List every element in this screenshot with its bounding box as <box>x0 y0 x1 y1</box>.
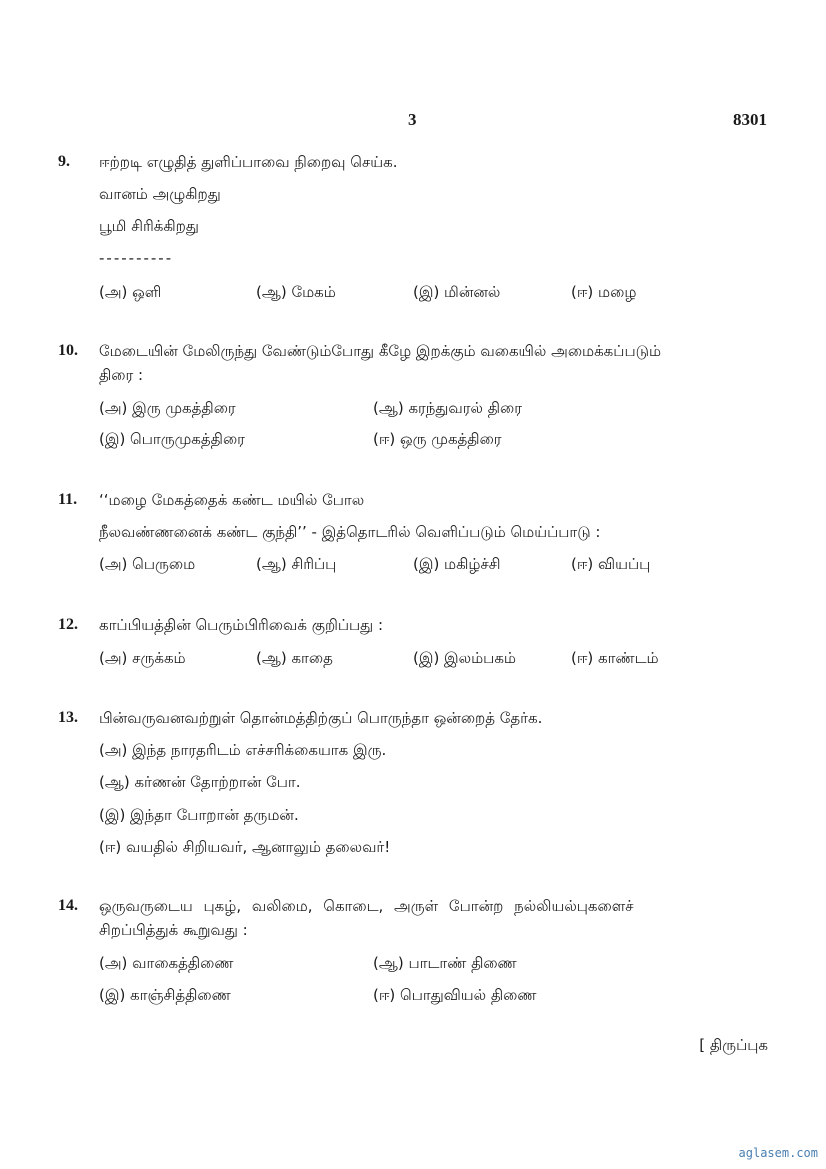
option: (அ) இந்த நாரதரிடம் எச்சரிக்கையாக இரு. <box>99 741 387 759</box>
option: (ஈ) ஒரு முகத்திரை <box>373 430 502 448</box>
question-number: 11. <box>58 491 78 508</box>
option: (ஆ) பாடாண் திணை <box>373 954 517 972</box>
option: (இ) பொருமுகத்திரை <box>99 430 245 448</box>
option: (ஈ) வியப்பு <box>571 555 651 573</box>
question-text: பூமி சிரிக்கிறது <box>99 217 199 235</box>
option: (ஆ) மேகம் <box>256 283 336 301</box>
page-number: 3 <box>408 110 417 129</box>
question-text: ஒருவருடைய புகழ், வலிமை, கொடை, அருள் போன்ற நல்லியல்புகளைச் <box>99 897 634 915</box>
question-text: மேடையின் மேலிருந்து வேண்டும்போது கீழே இறக்கும் வகையில் அமைக்கப்படும் <box>99 342 662 360</box>
option: (அ) சருக்கம் <box>99 649 186 667</box>
question-number: 9. <box>58 153 70 170</box>
question-number: 12. <box>58 616 78 633</box>
question-text: ‘‘மழை மேகத்தைக் கண்ட மயில் போல <box>99 491 365 509</box>
question-text: சிறப்பித்துக் கூறுவது : <box>99 921 248 939</box>
option: (ஆ) சிரிப்பு <box>256 555 337 573</box>
question-text: காப்பியத்தின் பெரும்பிரிவைக் குறிப்பது : <box>99 616 384 634</box>
blank-line: ---------- <box>99 249 174 267</box>
watermark: aglasem.com <box>738 1146 818 1160</box>
option: (அ) இரு முகத்திரை <box>99 399 236 417</box>
option: (இ) இந்தா போறான் தருமன். <box>99 806 299 824</box>
question-text: வானம் அழுகிறது <box>99 185 221 203</box>
option: (அ) பெருமை <box>99 555 196 573</box>
question-text: பின்வருவனவற்றுள் தொன்மத்திற்குப் பொருந்தா ஒன்றைத் தேர்க. <box>99 709 543 727</box>
turn-over-note: [ திருப்புக <box>699 1036 768 1054</box>
question-number: 14. <box>58 897 78 914</box>
question-text: ஈற்றடி எழுதித் துளிப்பாவை நிறைவு செய்க. <box>99 153 398 171</box>
option: (இ) மின்னல் <box>413 283 501 301</box>
question-text: நீலவண்ணனைக் கண்ட குந்தி’’ - இத்தொடரில் வெளிப்படும் மெய்ப்பாடு : <box>99 523 601 541</box>
option: (ஆ) காதை <box>256 649 333 667</box>
paper-code: 8301 <box>733 110 767 129</box>
option: (ஈ) காண்டம் <box>571 649 659 667</box>
option: (ஈ) வயதில் சிறியவர், ஆனாலும் தலைவர்! <box>99 838 391 856</box>
option: (ஆ) கர்ணன் தோற்றான் போ. <box>99 773 301 791</box>
option: (இ) காஞ்சித்திணை <box>99 986 231 1004</box>
question-number: 10. <box>58 342 78 359</box>
option: (இ) மகிழ்ச்சி <box>413 555 501 573</box>
question-number: 13. <box>58 709 78 726</box>
option: (ஆ) கரந்துவரல் திரை <box>373 399 522 417</box>
option: (ஈ) பொதுவியல் திணை <box>373 986 537 1004</box>
option: (இ) இலம்பகம் <box>413 649 517 667</box>
option: (அ) ஒளி <box>99 283 162 301</box>
question-text: திரை : <box>99 366 144 384</box>
option: (ஈ) மழை <box>571 283 637 301</box>
option: (அ) வாகைத்திணை <box>99 954 234 972</box>
